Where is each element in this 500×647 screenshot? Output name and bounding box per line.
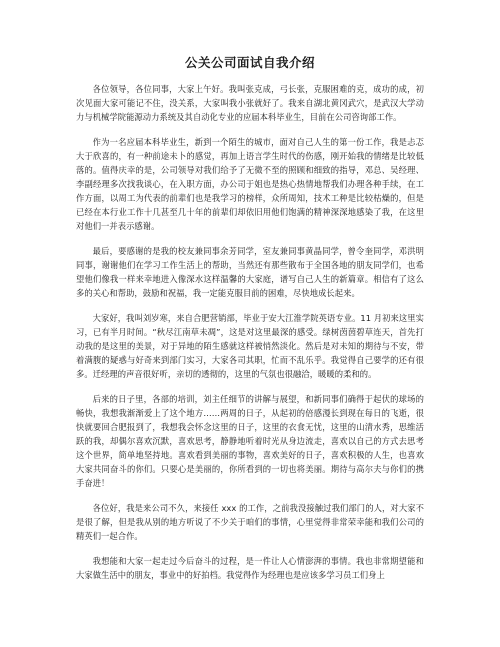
document-title: 公关公司面试自我介绍 <box>184 55 315 70</box>
document-body <box>76 82 424 582</box>
paragraph-2: 作为一名应届本科毕业生，新到一个陌生的城市，面对自己人生的第一份工作，我是忐忑大于欣喜的，有一种前途未卜的感觉，再加上语言学生时代的伤感，刚开始我的情绪是比较低落的。值得庆幸的是，公司领导对我们给予了无微不至的照顾和细致的指导，邓总、吴经理、李副经理多次找我谈心，在入职方面，办公司于姐也是热心热情地帮我们办理各种手续，在工作方面，以周工为代表的前辈们也是我学习的榜样，众所周知，技术工种是比较枯燥的，但是已经在本行业工作十几甚至几十年的前辈们却依旧用他们饱满的精神深深地感染了我，在这里对他们一并表示感谢。 <box>76 137 424 231</box>
paragraph-4: 大家好，我叫刘岁寒，来自合肥营销部，毕业于安大江淮学院英语专业。11 月初来这里实习，已有半月时间。“秋尽江南草未凋”，这是对这里最深的感受。绿树茵茵碧草连天，首先打动我的是这里的美景，对于异地的陌生感就这样被悄然淡化。然后是对未知的期待与不安，带着满腹的疑惑与好奇来到部门实习，大家各司其职，忙而不乱乐乎。我觉得自己要学的还有很多。迁经理的声音很好听，亲切的透彻的，这里的气氛也很融洽，暖暖的柔和的。 <box>76 313 424 379</box>
paragraph-3: 最后，要感谢的是我的校友兼同事余芳同学，室友兼同事黄晶同学，曾令奎同学，邓洪明同事，谢谢他们在学习工作生活上的帮助，当然还有那些散布于全国各地的朋友同学们，也希望他们像我一样来幸地进入像深水这样温馨的大家庭，谱写自己人生的新篇章。相信有了这么多的关心和帮助，鼓励和祝福，我一定能克服目前的困难，尽快地成长起来。 <box>76 246 424 298</box>
paragraph-6: 各位好，我是来公司不久，来接任 xxx 的工作，之前我没接触过我们部门的人，对大家不是很了解，但是我从别的地方听说了不少关于咱们的事情，心里觉得非常荣幸能和我们公司的精英们一起合作。 <box>76 503 424 541</box>
paragraph-7: 我想能和大家一起走过今后奋斗的过程，是一件让人心情澎湃的事情。我也非常期望能和大家做生活中的朋友，事业中的好拍档。我觉得作为经理也是应该多学习员工们身上 <box>76 556 424 580</box>
paragraph-1: 各位领导，各位同事，大家上午好。我叫张克成，弓长张，克服困难的克，成功的成，初次见面大家可能记不住，没关系，大家叫我小张就好了。我来自湖北黄冈武穴，是武汉大学动力与机械学院能源动力系统及其自动化专业的应届本科毕业生，目前在公司咨询部工作。 <box>76 84 424 122</box>
paragraph-5: 后来的日子里，各部的培训，刘主任细节的讲解与展望，和新同事们确得于起伏的球场的畅快，我想我渐渐爱上了这个地方……两周的日子，从起初的倍感漫长到现在每日的飞逝，很快就要回合肥报到了，我想我会怀念这里的日子，这里的衣食无忧，这里的山清水秀，思维活跃的我，却偶尔喜欢沉默，喜欢思考，静静地听着时光从身边流走，喜欢以自己的方式去思考这个世界，简单地坚持地。喜欢看到美丽的事物，喜欢美好的日子，喜欢积极的人生，也喜欢大家共同奋斗的你们。只要心是美丽的，你所看到的一切也将美丽。期待与高尔夫与你们的携手奋进！ <box>76 394 424 488</box>
